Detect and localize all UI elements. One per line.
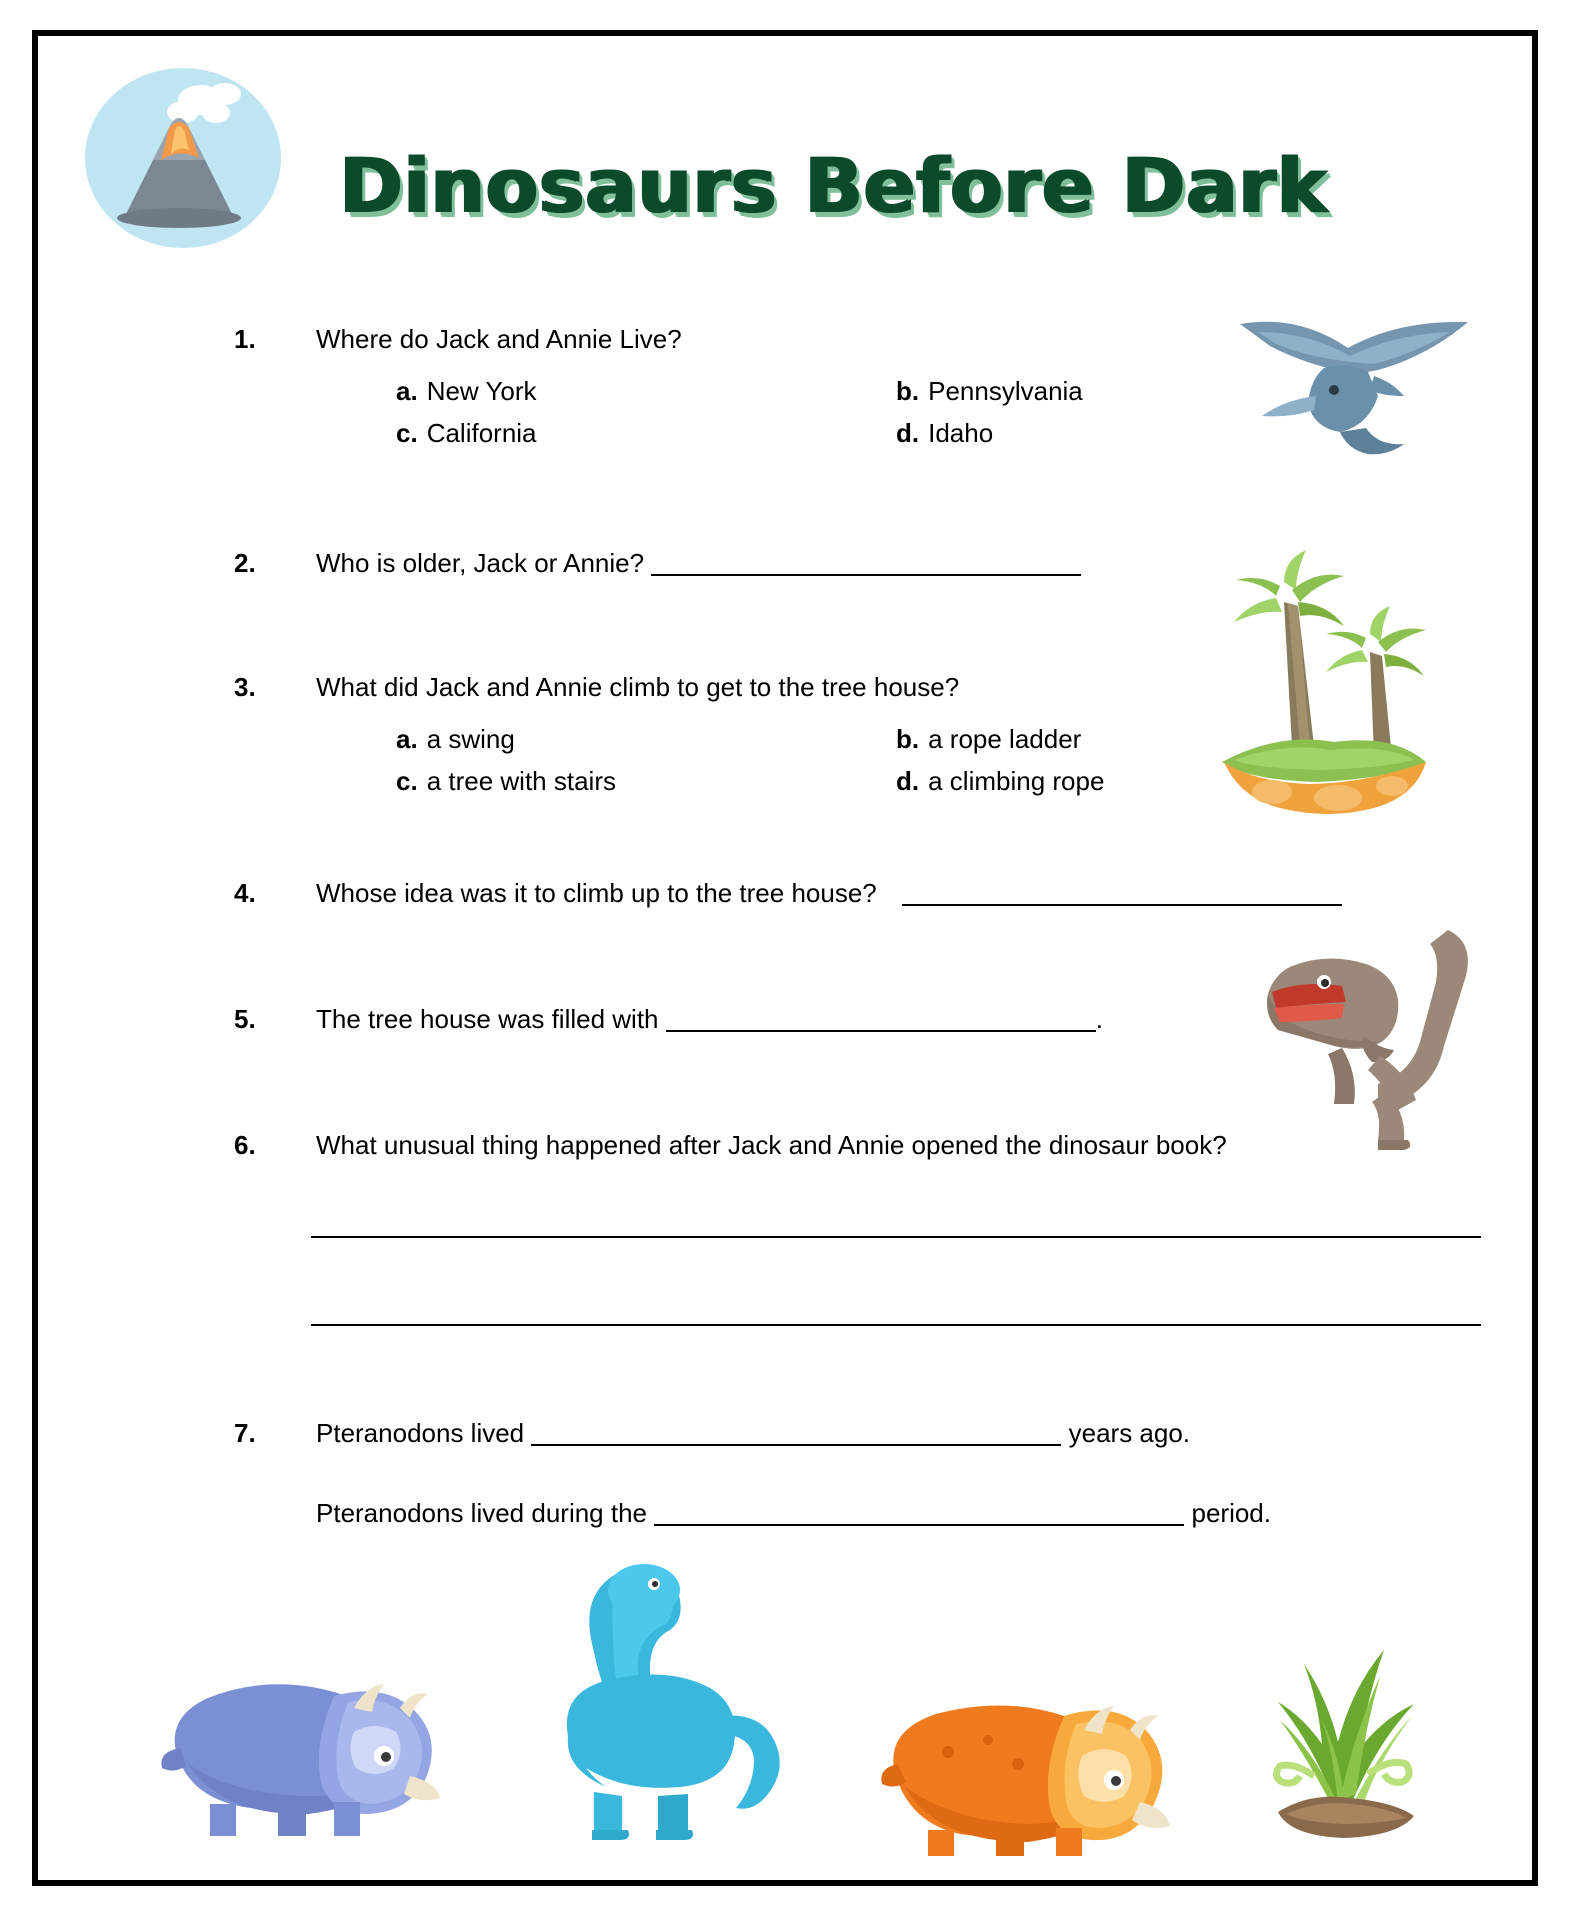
question-5-suffix: .	[1095, 1004, 1103, 1034]
choice-1d-letter: d.	[896, 418, 920, 448]
choice-3c-label: a tree with stairs	[426, 766, 616, 796]
choice-1b[interactable]	[896, 376, 1083, 407]
triceratops-orange-icon	[878, 1676, 1178, 1866]
question-5-prompt: The tree house was filled with	[316, 1004, 659, 1034]
question-2-answer-blank[interactable]	[651, 548, 1081, 576]
question-5-answer-blank[interactable]	[666, 1004, 1096, 1032]
question-7-line-a	[316, 1418, 1190, 1449]
choice-1d-label: Idaho	[928, 418, 994, 448]
question-6-text: What unusual thing happened after Jack and Annie opened the dinosaur book?	[316, 1130, 1227, 1160]
choice-3b[interactable]	[896, 724, 1081, 755]
triceratops-blue-icon	[158, 1636, 448, 1856]
question-4-number: 4.	[234, 878, 256, 908]
question-3-number: 3.	[234, 672, 256, 702]
question-3-choices	[38, 714, 1105, 804]
choice-1b-letter: b.	[896, 376, 920, 406]
question-6-answer-line-2[interactable]	[311, 1324, 1481, 1326]
question-7a-suffix: years ago.	[1068, 1418, 1191, 1448]
question-1-number: 1.	[234, 324, 256, 354]
question-7-number: 7.	[234, 1418, 256, 1448]
worksheet-content	[38, 36, 1532, 1880]
worksheet-page	[32, 30, 1538, 1886]
question-7a-blank[interactable]	[531, 1418, 1061, 1446]
question-4-prompt: Whose idea was it to climb up to the tree house?	[316, 878, 877, 908]
worksheet-header	[38, 36, 1532, 256]
choice-1a-label: New York	[426, 376, 537, 406]
choice-3d[interactable]	[896, 766, 1104, 797]
choice-3a-letter: a.	[396, 724, 418, 754]
question-7-line-b	[316, 1498, 1271, 1529]
choice-3b-label: a rope ladder	[928, 724, 1082, 754]
choice-1c[interactable]	[396, 418, 537, 449]
question-6-number: 6.	[234, 1130, 256, 1160]
question-5-number: 5.	[234, 1004, 256, 1034]
choice-3c-letter: c.	[396, 766, 418, 796]
fern-plant-icon	[1218, 1616, 1458, 1856]
choice-1a-letter: a.	[396, 376, 418, 406]
question-7b-prefix: Pteranodons lived during the	[316, 1498, 648, 1528]
choice-1c-label: California	[426, 418, 537, 448]
choice-3b-letter: b.	[896, 724, 920, 754]
question-3-text: What did Jack and Annie climb to get to the tree house?	[316, 672, 960, 702]
question-7b-suffix: period.	[1191, 1498, 1271, 1528]
question-1-choices	[38, 366, 1083, 456]
tyrannosaurus-icon	[1238, 896, 1478, 1156]
question-2-number: 2.	[234, 548, 256, 578]
brontosaurus-icon	[508, 1556, 798, 1856]
choice-3a-label: a swing	[426, 724, 515, 754]
question-7a-prefix: Pteranodons lived	[316, 1418, 525, 1448]
choice-1b-label: Pennsylvania	[928, 376, 1083, 406]
palm-trees-icon	[1188, 546, 1448, 836]
choice-1a[interactable]	[396, 376, 537, 407]
question-1-text: Where do Jack and Annie Live?	[316, 324, 682, 354]
choice-3c[interactable]	[396, 766, 616, 797]
question-2-text	[316, 548, 1081, 579]
question-6-answer-line-1[interactable]	[311, 1236, 1481, 1238]
choice-1c-letter: c.	[396, 418, 418, 448]
choice-1d[interactable]	[896, 418, 993, 449]
choice-3d-letter: d.	[896, 766, 920, 796]
choice-3d-label: a climbing rope	[928, 766, 1105, 796]
volcano-icon	[83, 66, 283, 251]
question-2-prompt: Who is older, Jack or Annie?	[316, 548, 645, 578]
question-7b-blank[interactable]	[654, 1498, 1184, 1526]
choice-3a[interactable]	[396, 724, 515, 755]
question-5-text	[316, 1004, 1103, 1035]
pteranodon-icon	[1228, 304, 1478, 474]
question-4-text	[316, 878, 1342, 909]
page-title: Dinosaurs Before Dark	[338, 141, 1327, 230]
